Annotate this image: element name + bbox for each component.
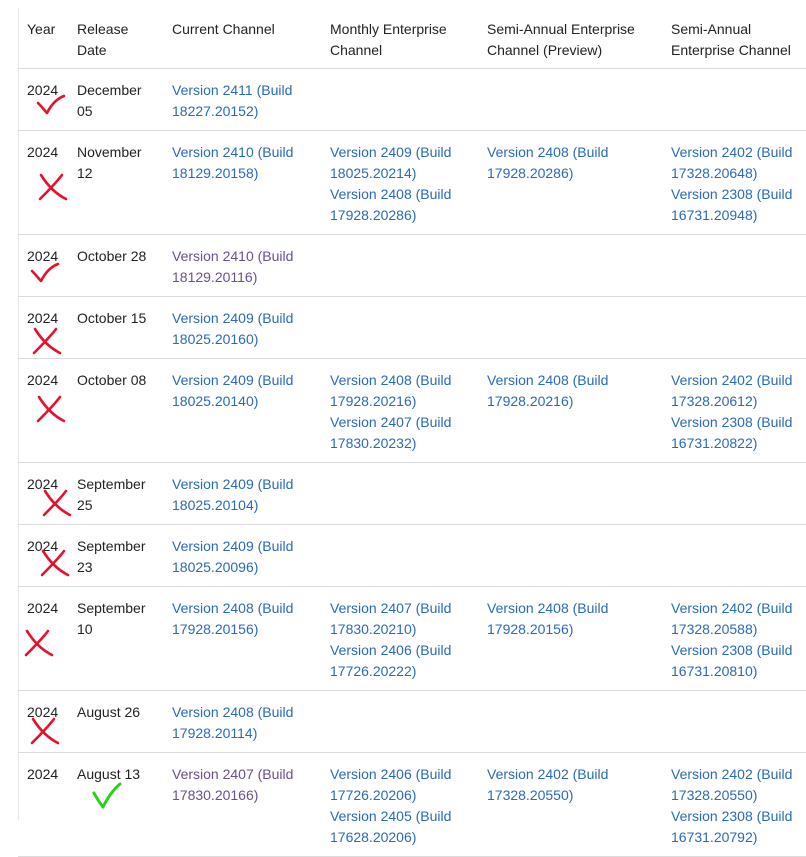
header-release-date: Release Date	[77, 21, 129, 58]
semi-annual-cell	[663, 587, 806, 691]
year-cell: 2024	[27, 248, 59, 264]
semi-annual-cell	[663, 297, 806, 359]
release-date-cell: August 13	[77, 766, 141, 782]
version-link[interactable]: Version 2407 (Build 17830.20166)	[172, 766, 294, 803]
year-cell: 2024	[27, 372, 59, 388]
version-link[interactable]: Version 2409 (Build 18025.20160)	[172, 310, 294, 347]
current-channel-cell	[164, 525, 322, 587]
table-row	[18, 359, 806, 463]
header-semi-annual-channel: Semi-Annual Enterprise Channel	[671, 21, 791, 58]
version-link[interactable]: Version 2407 (Build 17830.20210)	[330, 600, 452, 637]
table-row	[18, 235, 806, 297]
semi-annual-preview-cell	[479, 463, 663, 525]
monthly-enterprise-cell	[322, 69, 479, 131]
table-row	[18, 587, 806, 691]
version-link[interactable]: Version 2402 (Build 17328.20588)	[671, 600, 793, 637]
semi-annual-preview-cell	[479, 69, 663, 131]
table-row	[18, 69, 806, 131]
version-link[interactable]: Version 2406 (Build 17726.20206)	[330, 766, 452, 803]
version-link[interactable]: Version 2410 (Build 18129.20158)	[172, 144, 294, 181]
current-channel-cell	[164, 235, 322, 297]
table-row	[18, 131, 806, 235]
version-link[interactable]: Version 2406 (Build 17726.20222)	[330, 642, 452, 679]
year-cell: 2024	[27, 82, 59, 98]
version-link[interactable]: Version 2409 (Build 18025.20096)	[172, 538, 294, 575]
semi-annual-preview-cell	[479, 235, 663, 297]
table-row	[18, 691, 806, 753]
header-year: Year	[27, 21, 56, 37]
monthly-enterprise-cell	[322, 525, 479, 587]
semi-annual-cell	[663, 753, 806, 857]
release-date-cell: October 15	[77, 310, 147, 326]
version-link[interactable]: Version 2409 (Build 18025.20104)	[172, 476, 294, 513]
version-link[interactable]: Version 2402 (Build 17328.20648)	[671, 144, 793, 181]
year-cell: 2024	[27, 476, 59, 492]
semi-annual-cell	[663, 463, 806, 525]
version-link[interactable]: Version 2409 (Build 18025.20140)	[172, 372, 294, 409]
current-channel-cell	[164, 131, 322, 235]
monthly-enterprise-cell	[322, 359, 479, 463]
version-link[interactable]: Version 2308 (Build 16731.20792)	[671, 808, 793, 845]
release-date-cell: September 23	[77, 538, 146, 575]
year-cell: 2024	[27, 600, 59, 616]
version-link[interactable]: Version 2410 (Build 18129.20116)	[172, 248, 294, 285]
version-link[interactable]: Version 2408 (Build 17928.20156)	[172, 600, 294, 637]
release-date-cell: September 25	[77, 476, 146, 513]
release-date-cell: October 28	[77, 248, 147, 264]
current-channel-cell	[164, 691, 322, 753]
table-row	[18, 297, 806, 359]
year-cell: 2024	[27, 766, 59, 782]
version-link[interactable]: Version 2408 (Build 17928.20286)	[487, 144, 609, 181]
version-link[interactable]: Version 2402 (Build 17328.20550)	[487, 766, 609, 803]
semi-annual-preview-cell	[479, 359, 663, 463]
version-link[interactable]: Version 2402 (Build 17328.20612)	[671, 372, 793, 409]
release-date-cell: December 05	[77, 82, 142, 119]
version-link[interactable]: Version 2407 (Build 17830.20232)	[330, 414, 452, 451]
monthly-enterprise-cell	[322, 297, 479, 359]
current-channel-cell	[164, 297, 322, 359]
table-body	[18, 69, 806, 857]
current-channel-cell	[164, 753, 322, 857]
current-channel-cell	[164, 359, 322, 463]
semi-annual-preview-cell	[479, 691, 663, 753]
semi-annual-preview-cell	[479, 297, 663, 359]
version-link[interactable]: Version 2408 (Build 17928.20216)	[487, 372, 609, 409]
semi-annual-preview-cell	[479, 131, 663, 235]
monthly-enterprise-cell	[322, 691, 479, 753]
monthly-enterprise-cell	[322, 753, 479, 857]
semi-annual-cell	[663, 691, 806, 753]
year-cell: 2024	[27, 704, 59, 720]
semi-annual-preview-cell	[479, 587, 663, 691]
monthly-enterprise-cell	[322, 235, 479, 297]
current-channel-cell	[164, 463, 322, 525]
monthly-enterprise-cell	[322, 131, 479, 235]
release-date-cell: September 10	[77, 600, 146, 637]
release-history-table	[18, 8, 806, 857]
table-row	[18, 525, 806, 587]
semi-annual-cell	[663, 69, 806, 131]
year-cell: 2024	[27, 144, 59, 160]
version-link[interactable]: Version 2408 (Build 17928.20286)	[330, 186, 452, 223]
monthly-enterprise-cell	[322, 587, 479, 691]
version-link[interactable]: Version 2308 (Build 16731.20822)	[671, 414, 793, 451]
version-link[interactable]: Version 2308 (Build 16731.20948)	[671, 186, 793, 223]
version-link[interactable]: Version 2411 (Build 18227.20152)	[172, 82, 293, 119]
release-date-cell: November 12	[77, 144, 142, 181]
table-row	[18, 463, 806, 525]
semi-annual-cell	[663, 525, 806, 587]
release-date-cell: August 26	[77, 704, 141, 720]
version-link[interactable]: Version 2408 (Build 17928.20216)	[330, 372, 452, 409]
version-link[interactable]: Version 2408 (Build 17928.20156)	[487, 600, 609, 637]
monthly-enterprise-cell	[322, 463, 479, 525]
version-link[interactable]: Version 2409 (Build 18025.20214)	[330, 144, 452, 181]
year-cell: 2024	[27, 310, 59, 326]
header-current-channel: Current Channel	[172, 21, 275, 37]
year-cell: 2024	[27, 538, 59, 554]
release-date-cell: October 08	[77, 372, 147, 388]
table-row	[18, 753, 806, 857]
semi-annual-preview-cell	[479, 753, 663, 857]
header-monthly-enterprise-channel: Monthly Enterprise Channel	[330, 21, 447, 58]
version-link[interactable]: Version 2402 (Build 17328.20550)	[671, 766, 793, 803]
semi-annual-preview-cell	[479, 525, 663, 587]
version-link[interactable]: Version 2405 (Build 17628.20206)	[330, 808, 452, 845]
version-link[interactable]: Version 2308 (Build 16731.20810)	[671, 642, 793, 679]
semi-annual-cell	[663, 235, 806, 297]
semi-annual-cell	[663, 131, 806, 235]
semi-annual-cell	[663, 359, 806, 463]
header-semi-annual-preview: Semi-Annual Enterprise Channel (Preview)	[487, 21, 635, 58]
current-channel-cell	[164, 69, 322, 131]
table-header-row	[18, 8, 806, 69]
current-channel-cell	[164, 587, 322, 691]
version-link[interactable]: Version 2408 (Build 17928.20114)	[172, 704, 294, 741]
